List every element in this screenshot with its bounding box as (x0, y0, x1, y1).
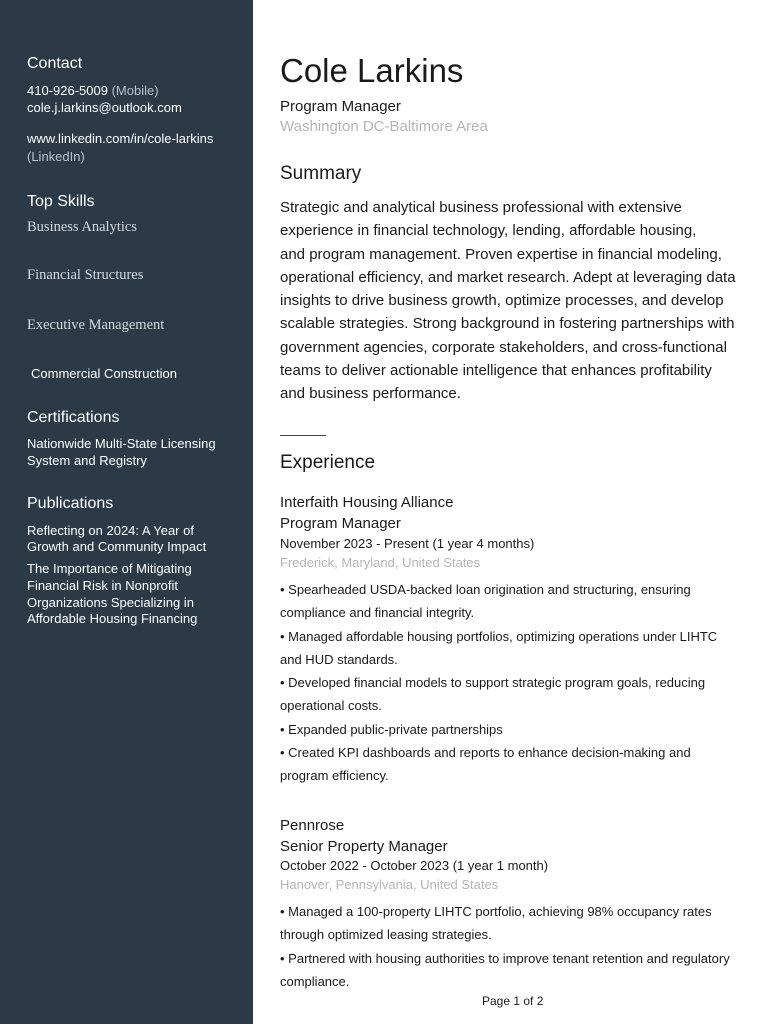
skill-item: Commercial Construction (31, 366, 177, 381)
skill-item: Business Analytics (27, 219, 137, 235)
company-name: Pennrose (280, 817, 345, 834)
summary-line: and business performance. (280, 385, 461, 403)
certifications-heading: Certifications (27, 409, 120, 426)
skills-heading: Top Skills (27, 193, 95, 210)
email-link[interactable]: cole.j.larkins@outlook.com (27, 100, 182, 115)
candidate-name: Cole Larkins (280, 52, 464, 89)
job-title: Program Manager (280, 98, 401, 115)
publication-item: Affordable Housing Financing (27, 611, 198, 626)
company-name: Interfaith Housing Alliance (280, 494, 454, 511)
bullet-line: program efficiency. (280, 768, 389, 784)
bullet-line: operational costs. (280, 698, 382, 714)
summary-line: teams to deliver actionable intelligence that enhances profitability (280, 362, 712, 380)
job-role: Program Manager (280, 515, 401, 532)
job-dates: October 2022 - October 2023 (1 year 1 month) (280, 858, 549, 873)
summary-line: scalable strategies. Strong background in fostering partnerships with (280, 315, 735, 333)
page-number: Page 1 of 2 (482, 994, 544, 1008)
summary-line: and program management. Proven expertise in financial modeling, (280, 245, 722, 263)
phone-number[interactable]: 410-926-5009 (27, 83, 108, 98)
bullet-line: • Partnered with housing authorities to improve tenant retention and regulatory (280, 950, 730, 966)
section-divider (280, 435, 326, 436)
bullet-line: • Spearheaded USDA-backed loan origination and structuring, ensuring (280, 582, 691, 597)
bullet-line: through optimized leasing strategies. (280, 927, 492, 943)
job-location: Hanover, Pennsylvania, United States (280, 877, 499, 892)
skill-item: Financial Structures (27, 267, 144, 283)
summary-text (280, 196, 736, 406)
bullet-line: • Expanded public-private partnerships (280, 721, 503, 737)
job-dates: November 2023 - Present (1 year 4 months) (280, 536, 535, 551)
experience-heading: Experience (280, 452, 376, 473)
contact-phone-line (27, 83, 159, 98)
summary-heading: Summary (280, 163, 362, 184)
job-bullets (280, 900, 730, 993)
bullet-line: compliance and financial integrity. (280, 605, 475, 621)
publication-item: Reflecting on 2024: A Year of (27, 523, 194, 538)
summary-line: insights to drive business growth, optimize processes, and develop (280, 292, 724, 310)
phone-type: (Mobile) (111, 83, 159, 98)
publication-item: Organizations Specializing in (27, 595, 194, 610)
bullet-line: • Managed a 100-property LIHTC portfolio, achieving 98% occupancy rates (280, 904, 712, 919)
bullet-line: • Created KPI dashboards and reports to enhance decision-making and (280, 745, 691, 761)
linkedin-link[interactable]: www.linkedin.com/in/cole-larkins (27, 131, 214, 146)
bullet-line: • Developed financial models to support strategic program goals, reducing (280, 675, 706, 691)
certification-item: System and Registry (27, 453, 147, 468)
publication-item: The Importance of Mitigating (27, 561, 192, 576)
job-bullets (280, 578, 717, 788)
bullet-line: and HUD standards. (280, 651, 398, 667)
bullet-line: compliance. (280, 973, 350, 989)
bullet-line: • Managed affordable housing portfolios, optimizing operations under LIHTC (280, 628, 718, 644)
publication-item: Growth and Community Impact (27, 539, 207, 554)
publication-item: Financial Risk in Nonprofit (27, 578, 179, 593)
summary-line: experience in financial technology, lending, affordable housing, (280, 222, 697, 240)
summary-line: government agencies, corporate stakeholders, and cross-functional (280, 338, 727, 356)
location: Washington DC-Baltimore Area (280, 118, 488, 135)
linkedin-label: (LinkedIn) (27, 149, 85, 164)
summary-line: operational efficiency, and market research. Adept at leveraging data (280, 268, 736, 286)
summary-line: Strategic and analytical business professional with extensive (280, 199, 682, 216)
job-role: Senior Property Manager (280, 838, 448, 855)
certification-item: Nationwide Multi-State Licensing (27, 436, 216, 451)
contact-heading: Contact (27, 55, 83, 72)
skill-item: Executive Management (27, 317, 165, 333)
publications-heading: Publications (27, 495, 114, 512)
job-location: Frederick, Maryland, United States (280, 555, 481, 570)
